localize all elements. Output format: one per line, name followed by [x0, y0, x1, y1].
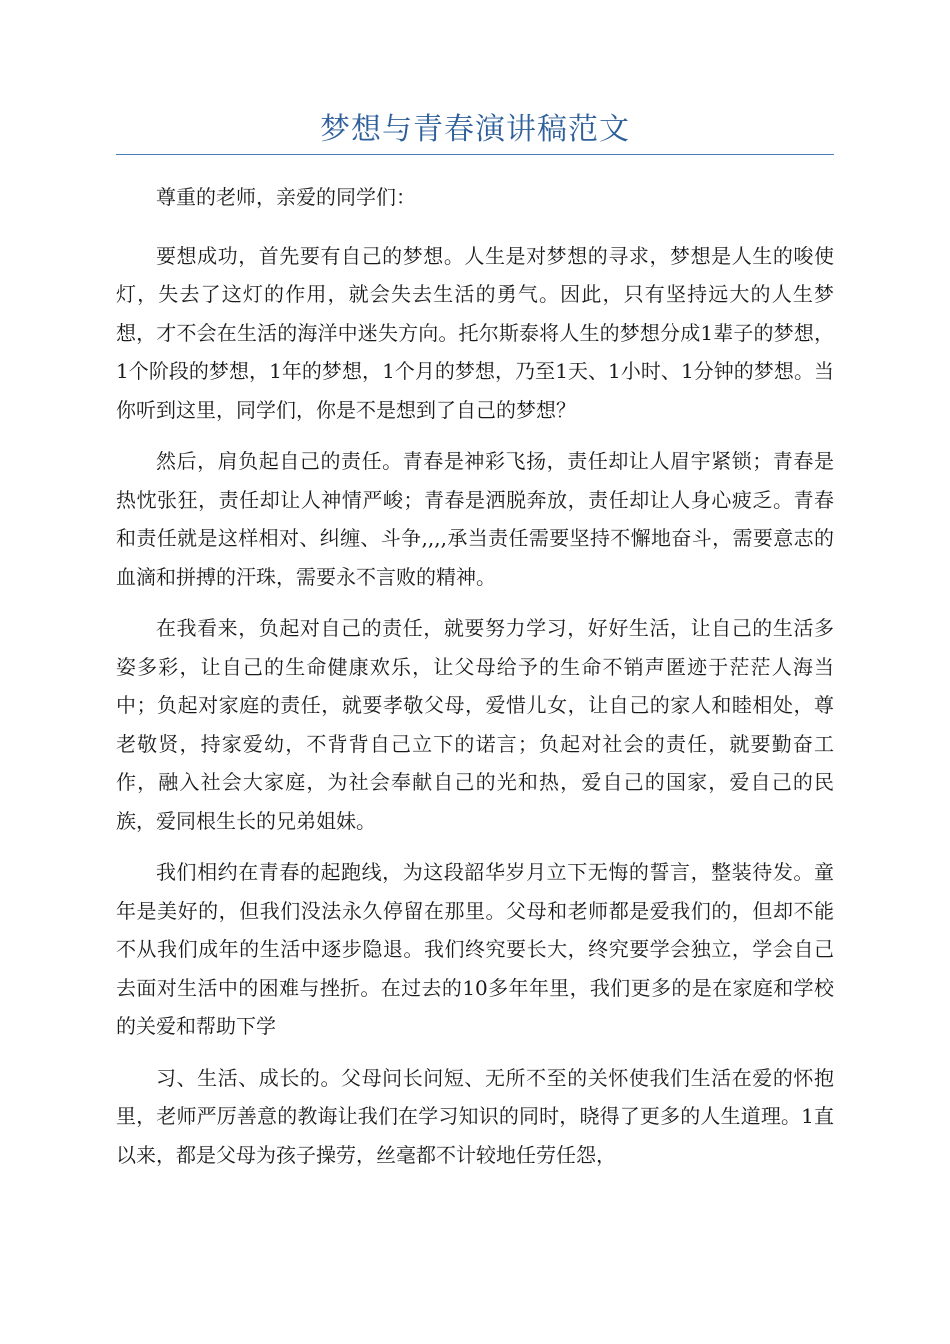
document-body [116, 178, 834, 1187]
document-title: 梦想与青春演讲稿范文 [320, 112, 630, 147]
paragraph-3: 在我看来，负起对自己的责任，就要努力学习，好好生活，让自己的生活多姿多彩，让自己的生命健康欢乐，让父母给予的生命不销声匿迹于茫茫人海当中；负起对家庭的责任，就要孝敬父母，爱惜儿女，让自己的家人和睦相处，尊老敬贤，持家爱幼，不背背自己立下的诺言；负起对社会的责任，就要勤奋工作，融入社会大家庭，为社会奉献自己的光和热，爱自己的国家，爱自己的民族，爱同根生长的兄弟姐妹。 [116, 616, 834, 833]
paragraph-1: 要想成功，首先要有自己的梦想。人生是对梦想的寻求，梦想是人生的唆使灯，失去了这灯的作用，就会失去生活的勇气。因此，只有坚持远大的人生梦想，才不会在生活的海洋中迷失方向。托尔斯泰将人生的梦想分成1辈子的梦想，1个阶段的梦想，1年的梦想，1个月的梦想，乃至1天、1小时、1分钟的梦想。当你听到这里，同学们，你是不是想到了自己的梦想？ [116, 243, 834, 422]
paragraph-2: 然后，肩负起自己的责任。青春是神彩飞扬，责任却让人眉宇紧锁；青春是热忱张狂，责任却让人神情严峻；青春是洒脱奔放，责任却让人身心疲乏。青春和责任就是这样相对、纠缠、斗争,,,,承当责任需要坚持不懈地奋斗，需要意志的血滴和拼搏的汗珠，需要永不言败的精神。 [116, 449, 834, 589]
title-underline [116, 154, 834, 155]
paragraph-5: 习、生活、成长的。父母问长问短、无所不至的关怀使我们生活在爱的怀抱里，老师严厉善意的教诲让我们在学习知识的同时，晓得了更多的人生道理。1直以来，都是父母为孩子操劳，丝毫都不计较地任劳任怨， [116, 1065, 834, 1167]
paragraph-4: 我们相约在青春的起跑线，为这段韶华岁月立下无悔的誓言，整装待发。童年是美好的，但我们没法永久停留在那里。父母和老师都是爱我们的，但却不能不从我们成年的生活中逐步隐退。我们终究要长大，终究要学会独立，学会自己去面对生活中的困难与挫折。在过去的10多年年里，我们更多的是在家庭和学校的关爱和帮助下学 [116, 860, 834, 1038]
salutation: 尊重的老师，亲爱的同学们： [156, 185, 416, 209]
